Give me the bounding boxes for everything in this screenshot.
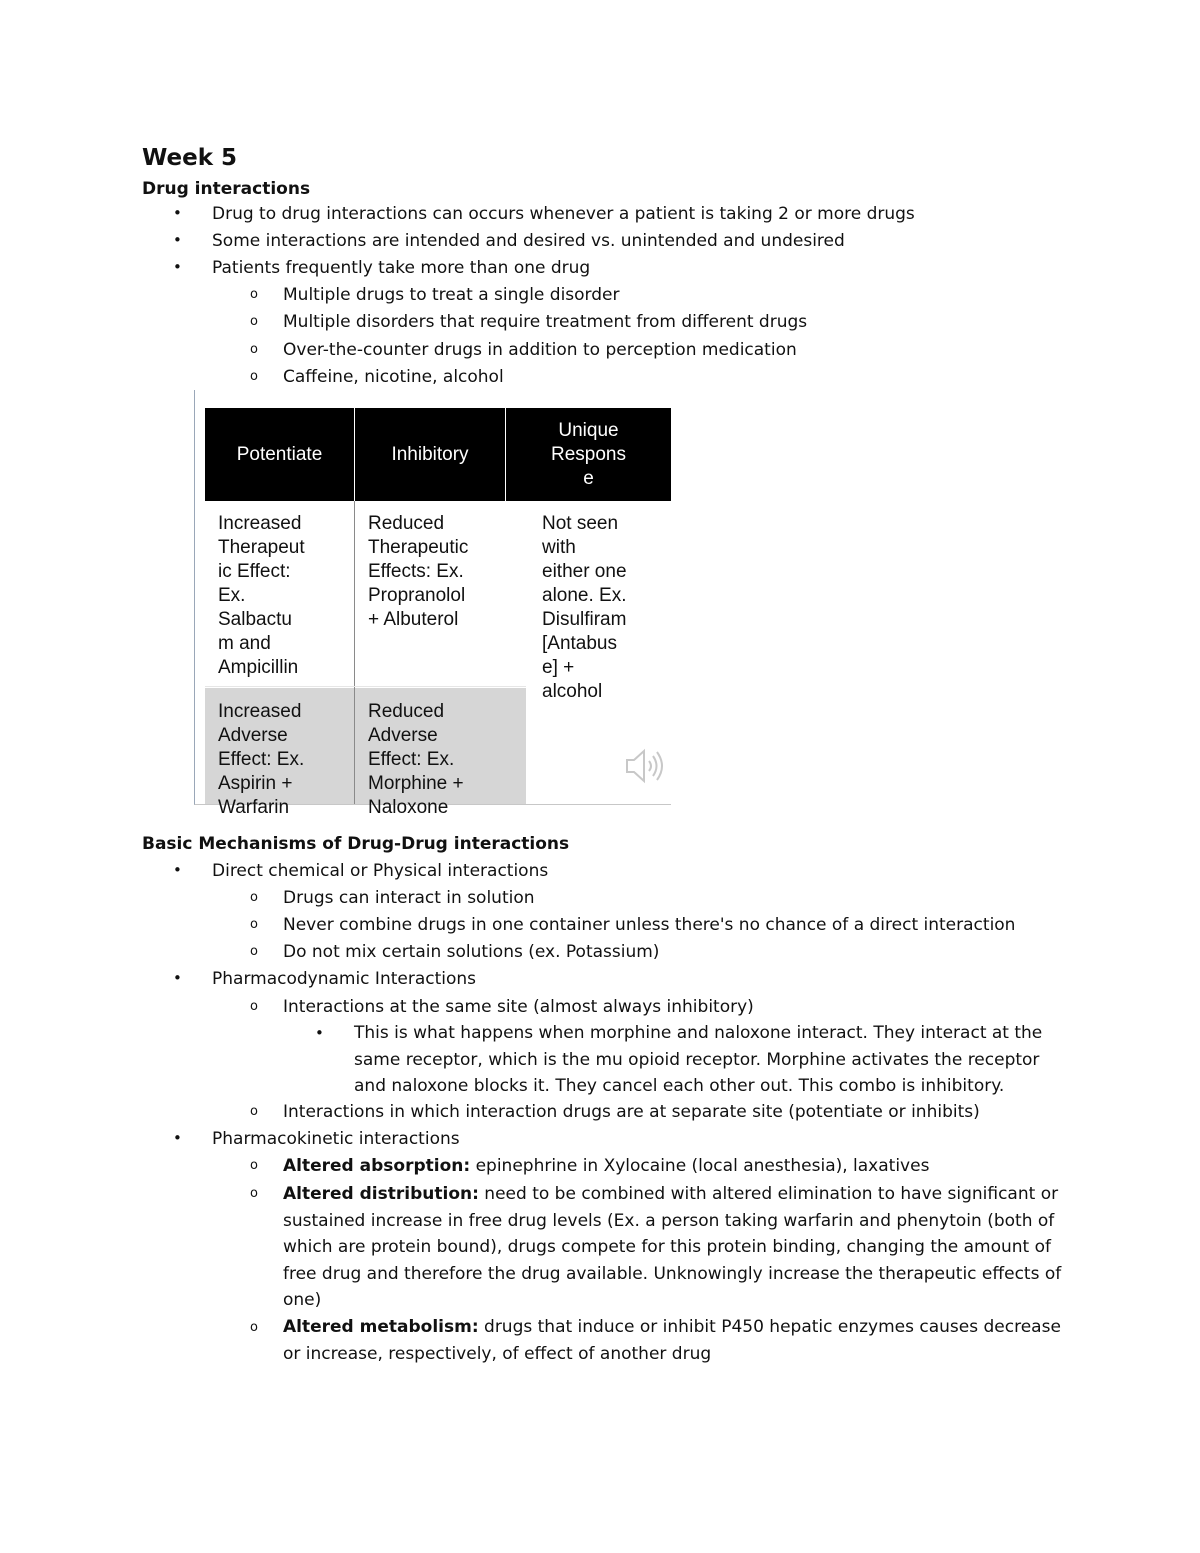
circle-bullet-icon: o (250, 1158, 258, 1173)
table-cell: Reduced Therapeutic Effects: Ex. Propranolol + Albuterol (368, 513, 469, 630)
term-text: need to be combined with altered elimination to have significant or sustained increase in free drug levels (Ex. a person taking warfarin and phenytoin (both of which are protein bound), drugs compete for this protein binding, changing the amount of free drug and therefore the drug available. Unknowingly increase the therapeutic effects of one) (283, 1184, 1062, 1310)
list-item: Over-the-counter drugs in addition to perception medication (283, 340, 797, 360)
table-header-potentiate: Potentiate (205, 408, 354, 501)
list-item: Direct chemical or Physical interactions (212, 861, 549, 881)
list-item: Interactions at the same site (almost always inhibitory) (283, 997, 754, 1017)
table-divider (205, 686, 526, 687)
section-heading-basic-mechanisms: Basic Mechanisms of Drug-Drug interactions (142, 834, 570, 854)
list-item: Never combine drugs in one container unless there's no chance of a direct interaction (283, 915, 1016, 935)
circle-bullet-icon: o (250, 890, 258, 905)
bullet-icon: • (173, 231, 182, 249)
list-item: Patients frequently take more than one drug (212, 258, 591, 278)
table-cell: Not seen with either one alone. Ex. Disulfiram [Antabus e] + alcohol (542, 513, 627, 702)
term-label: Altered distribution: (283, 1184, 479, 1204)
term-label: Altered absorption: (283, 1156, 471, 1176)
bullet-icon: • (173, 1129, 182, 1147)
circle-bullet-icon: o (250, 369, 258, 384)
list-item: Caffeine, nicotine, alcohol (283, 367, 504, 387)
list-item: This is what happens when morphine and naloxone interact. They interact at the same receptor, which is the mu opioid receptor. Morphine activates the receptor and naloxone blocks it. They cancel each other out. This combo is inhibitory. (354, 1023, 1043, 1096)
bullet-icon: • (173, 258, 182, 276)
list-item (283, 1314, 1073, 1367)
list-item: Do not mix certain solutions (ex. Potassium) (283, 942, 660, 962)
slide-image (194, 390, 671, 818)
term-label: Altered metabolism: (283, 1317, 479, 1337)
circle-bullet-icon: o (250, 1186, 258, 1201)
speaker-icon[interactable] (623, 746, 669, 786)
list-item: Drug to drug interactions can occurs whenever a patient is taking 2 or more drugs (212, 204, 915, 224)
section-heading-drug-interactions: Drug interactions (142, 179, 311, 199)
circle-bullet-icon: o (250, 1104, 258, 1119)
table-cell: Reduced Adverse Effect: Ex. Morphine + Naloxone (368, 701, 464, 818)
list-item: Multiple drugs to treat a single disorder (283, 285, 620, 305)
list-item: Multiple disorders that require treatment from different drugs (283, 312, 808, 332)
table-header-inhibitory: Inhibitory (355, 408, 505, 501)
list-item: Interactions in which interaction drugs are at separate site (potentiate or inhibits) (283, 1102, 980, 1122)
circle-bullet-icon: o (250, 342, 258, 357)
term-text: drugs that induce or inhibit P450 hepatic enzymes causes decrease or increase, respectively, of effect of another drug (283, 1317, 1061, 1364)
circle-bullet-icon: o (250, 944, 258, 959)
list-item: Drugs can interact in solution (283, 888, 535, 908)
list-item: Pharmacokinetic interactions (212, 1129, 460, 1149)
list-item: Pharmacodynamic Interactions (212, 969, 477, 989)
bullet-icon: • (173, 204, 182, 222)
list-item (283, 1181, 1073, 1314)
table-divider (354, 501, 355, 804)
page-title: Week 5 (142, 145, 238, 171)
bullet-icon: • (173, 969, 182, 987)
table-cell: Increased Adverse Effect: Ex. Aspirin + Warfarin (218, 701, 305, 818)
circle-bullet-icon: o (250, 1320, 258, 1335)
list-item (283, 1153, 1073, 1180)
circle-bullet-icon: o (250, 917, 258, 932)
bullet-icon: • (315, 1024, 324, 1042)
table-header-unique-response: Unique Respons e (506, 408, 671, 501)
table-cell: Increased Therapeut ic Effect: Ex. Salbactu m and Ampicillin (218, 513, 305, 678)
term-text: epinephrine in Xylocaine (local anesthesia), laxatives (470, 1156, 930, 1176)
circle-bullet-icon: o (250, 999, 258, 1014)
circle-bullet-icon: o (250, 287, 258, 302)
list-item: Some interactions are intended and desired vs. unintended and undesired (212, 231, 845, 251)
bullet-icon: • (173, 861, 182, 879)
circle-bullet-icon: o (250, 314, 258, 329)
